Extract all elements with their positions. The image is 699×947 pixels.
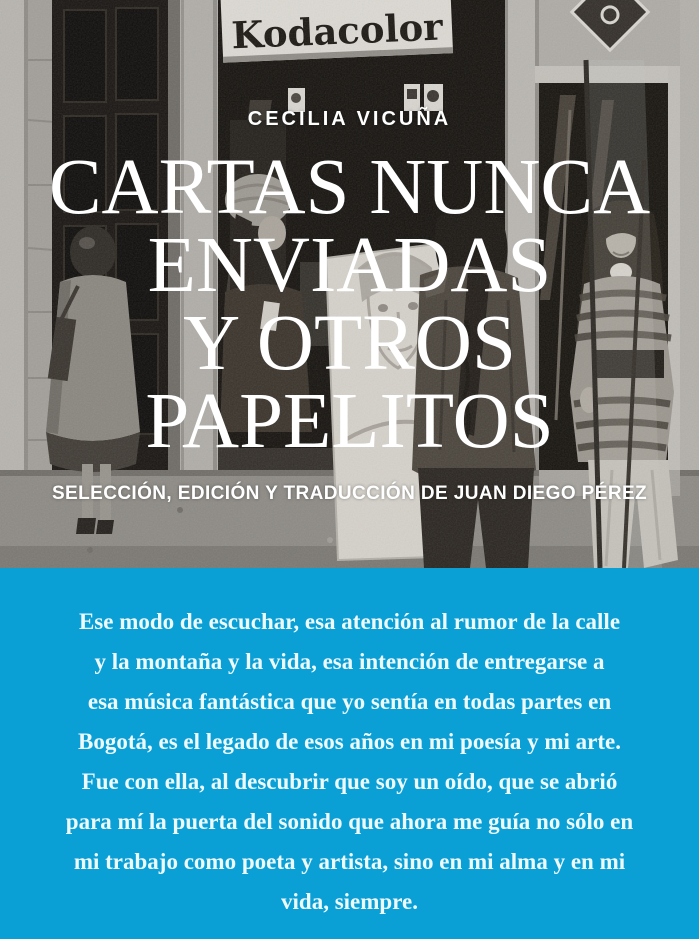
quote-line: para mí la puerta del sonido que ahora me guía no sólo en [65,809,634,834]
kodacolor-sign-text: Kodacolor [230,4,444,58]
bottom-margin [0,939,699,947]
quote-line: Fue con ella, al descubrir que soy un oído, que se abrió [81,769,618,794]
title-line-3: Y OTROS [183,300,516,387]
book-title [0,144,699,465]
quote-line: Bogotá, es el legado de esos años en mi poesía y mi arte. [77,729,621,754]
quote-line: y la montaña y la vida, esa intención de entregarse a [94,649,605,674]
quote-line: esa música fantástica que yo sentía en todas partes en [87,689,612,714]
subtitle-credit: SELECCIÓN, EDICIÓN Y TRADUCCIÓN DE JUAN DIEGO PÉREZ [51,483,648,504]
quote-line: vida, siempre. [281,889,418,914]
title-line-2: ENVIADAS [147,222,552,309]
title-line-4: PAPELITOS [145,378,554,465]
quote-line: mi trabajo como poeta y artista, sino en mi alma y en mi [73,849,626,874]
title-line-1: CARTAS NUNCA [48,144,651,231]
quote-block [0,568,699,939]
author-name: CECILIA VICUÑA [247,108,452,130]
quote-line: Ese modo de escuchar, esa atención al rumor de la calle [78,609,621,634]
